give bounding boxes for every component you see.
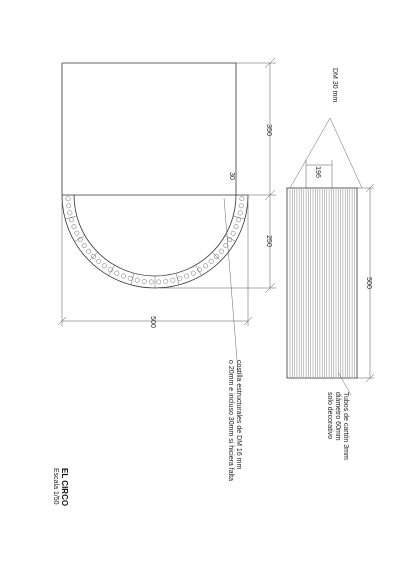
ribs-note-line2: o 20mm e incluso 30mm si hiciera falta (227, 360, 234, 481)
title-block (52, 468, 69, 506)
tube-circle (191, 271, 195, 275)
panel-tubes (290, 189, 354, 377)
stage-rectangle-outline (62, 63, 236, 195)
tube-circle (82, 243, 86, 247)
structural-rib (109, 265, 115, 275)
tube-circle (149, 280, 153, 284)
dm30-label: DM 30 mm (331, 68, 338, 103)
tube-circle (224, 243, 228, 247)
outer-arc (62, 195, 248, 288)
dim-30-label: 30 (228, 172, 235, 180)
ribs-note-line1: costilla estructurales de DM 16 mm (235, 360, 242, 470)
detail-triangle (290, 118, 362, 188)
tube-circle (203, 264, 207, 268)
structural-rib (196, 265, 202, 275)
drawing-scale: Escala 1/50 (52, 468, 59, 505)
structural-rib (74, 236, 84, 242)
tube-circle (234, 224, 238, 228)
structural-rib (225, 236, 235, 242)
tube-circle (68, 211, 72, 215)
dim-196-label: 196 (314, 166, 321, 178)
tube-circle (209, 259, 213, 263)
dim-350-label: 350 (265, 124, 272, 136)
dim-500-panel-label: 500 (365, 277, 372, 289)
tube-circle (86, 249, 90, 253)
tube-circle (102, 264, 106, 268)
tube-circle (97, 259, 101, 263)
tube-circle (142, 279, 146, 283)
structural-rib (212, 252, 220, 260)
horizontal-dimension-plan (58, 195, 252, 328)
tube-circle (69, 218, 73, 222)
tube-circle (135, 278, 139, 282)
tube-circle (236, 218, 240, 222)
tubes-note-line3: solo decorativo (326, 392, 333, 440)
decorative-tubes-plan (66, 196, 244, 284)
tubes-note-line1: Tubos de cartón 3mm (342, 392, 349, 460)
tube-panel (287, 68, 374, 460)
dim-250-label: 250 (265, 235, 272, 247)
tube-circle (219, 249, 223, 253)
dim-500-plan-label: 500 (149, 316, 156, 328)
tube-circle (128, 276, 132, 280)
structural-rib (89, 252, 97, 260)
tube-circle (115, 271, 119, 275)
tube-circle (238, 211, 242, 215)
tube-circle (171, 278, 175, 282)
drawing-title: EL CIRCO (60, 468, 69, 507)
tube-circle (75, 231, 79, 235)
tube-circle (72, 224, 76, 228)
stage-plan (62, 63, 248, 288)
structural-ribs (62, 195, 248, 288)
tube-circle (231, 231, 235, 235)
inner-arc (74, 195, 236, 276)
tube-circle (156, 280, 160, 284)
tube-circle (178, 276, 182, 280)
tube-circle (164, 279, 168, 283)
tube-circle (240, 196, 244, 200)
tube-circle (121, 274, 125, 278)
tube-circle (66, 204, 70, 208)
tube-circle (239, 204, 243, 208)
ribs-note (224, 198, 242, 481)
tube-circle (184, 274, 188, 278)
tubes-note-line2: diámetro 60mm (334, 392, 341, 441)
tube-circle (66, 196, 70, 200)
